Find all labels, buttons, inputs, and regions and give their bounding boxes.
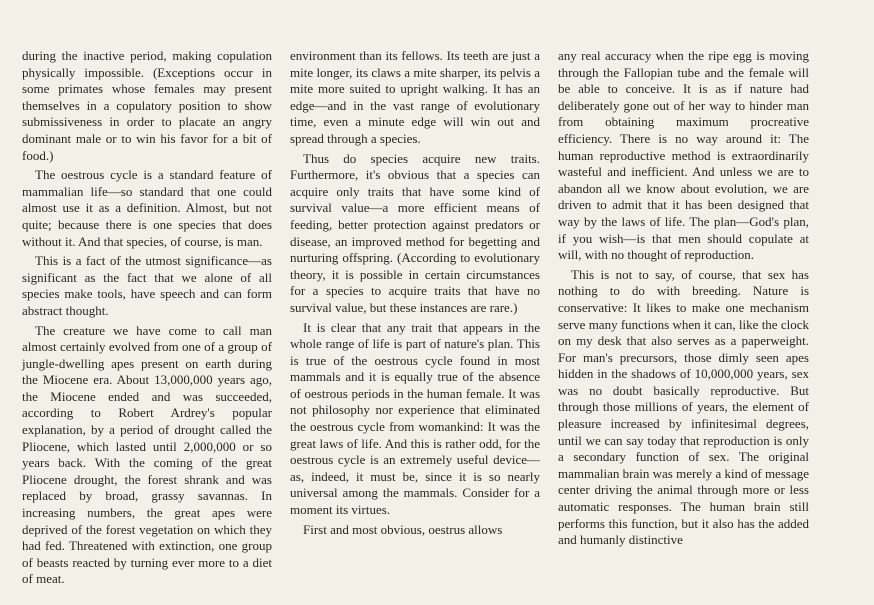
paragraph: First and most obvious, oestrus allows — [303, 521, 503, 537]
paragraph: Thus do species acquire new traits. Furthermore, it's obvious that a species can acquire only traits that have some kind of survival value—a more efficient means of feeding, better protection against predators or disease, an improved method for begetting and nurturing offspring. (According to evolutionary theory, it is possible in certain circumstances for a species to acquire traits that have no survival value, but these instances are rare.) — [290, 150, 540, 315]
paragraph: during the inactive period, making copulation physically impossible. (Exceptions occur in some primates whose females may present themselves in a copulatory position to show submissiveness in order to placate an angry dominant male or to win his favor for a bit of food.) — [22, 48, 272, 163]
paragraph: It is clear that any trait that appears in the whole range of life is part of nature's plan. This is true of the oestrous cycle found in most mammals and it is equally true of the absence of oestrous periods in the human female. It was not philosophy nor experience that eliminated the oestrous cycle from womankind: It was the great laws of life. And this is rather odd, for the oestrous cycle is an extremely useful device—as, indeed, it must be, since it is so nearly universal among the mammals. Consider for a moment its virtues. — [290, 319, 540, 518]
paragraph: environment than its fellows. Its teeth are just a mite longer, its claws a mite sharper, its pelvis a mite more suited to upright walking. It has an edge—and in the vast range of evolutionary time, even a minute edge will win out and spread through a species. — [290, 48, 540, 146]
text-column-1 — [22, 48, 272, 588]
paragraph: This is a fact of the utmost significance—as significant as the fact that we alone of all species make tools, have speech and can form abstract thought. — [22, 253, 272, 318]
text-column-2 — [290, 48, 540, 538]
paragraph: any real accuracy when the ripe egg is moving through the Fallopian tube and the female will be able to conceive. It is as if nature had deliberately gone out of her way to hinder man from obtaining maximum procreative efficiency. There is no way around it: The human reproductive method is extraordinarily wasteful and inefficient. And unless we are to abandon all we know about evolution, we are driven to admit that it has been designed that way by the laws of life. The plan—God's plan, if you wish—is that men should copulate at will, with no thought of reproduction. — [558, 48, 809, 263]
paragraph: The creature we have come to call man almost certainly evolved from one of a group of jungle-dwelling apes present on earth during the Miocene era. About 13,000,000 years ago, the Miocene ended and was succeeded, according to Robert Ardrey's popular explanation, by a period of drought called the Pliocene, which lasted until 2,000,000 or so years back. With the coming of the great Pliocene drought, the forest shrank and was replaced by broad, grassy savannas. In increasing numbers, the great apes were deprived of the forest vegetation on which they had fed. Threatened with extinction, one group of beasts reacted by turning ever more to a diet of meat. — [22, 322, 272, 587]
paragraph: This is not to say, of course, that sex has nothing to do with breeding. Nature is conservative: It likes to make one mechanism serve many functions when it can, like the clock on my desk that also serves as a paperweight. For man's precursors, those dimly seen apes hidden in the shadows of 10,000,000 years, sex was no doubt basically reproductive. But through those millions of years, the element of pleasure increased by infinitesimal degrees, until we can say today that reproduction is only a secondary function of sex. The original mammalian brain was merely a kind of message center driving the animal through more or less automatic responses. The human brain still performs this function, but it also has the added and humanly distinctive — [558, 266, 809, 548]
paragraph: The oestrous cycle is a standard feature of mammalian life—so standard that one could almost use it as a definition. Almost, but not quite; because there is one species that does without it. And that species, of course, is man. — [22, 167, 272, 249]
text-column-3 — [558, 48, 809, 549]
